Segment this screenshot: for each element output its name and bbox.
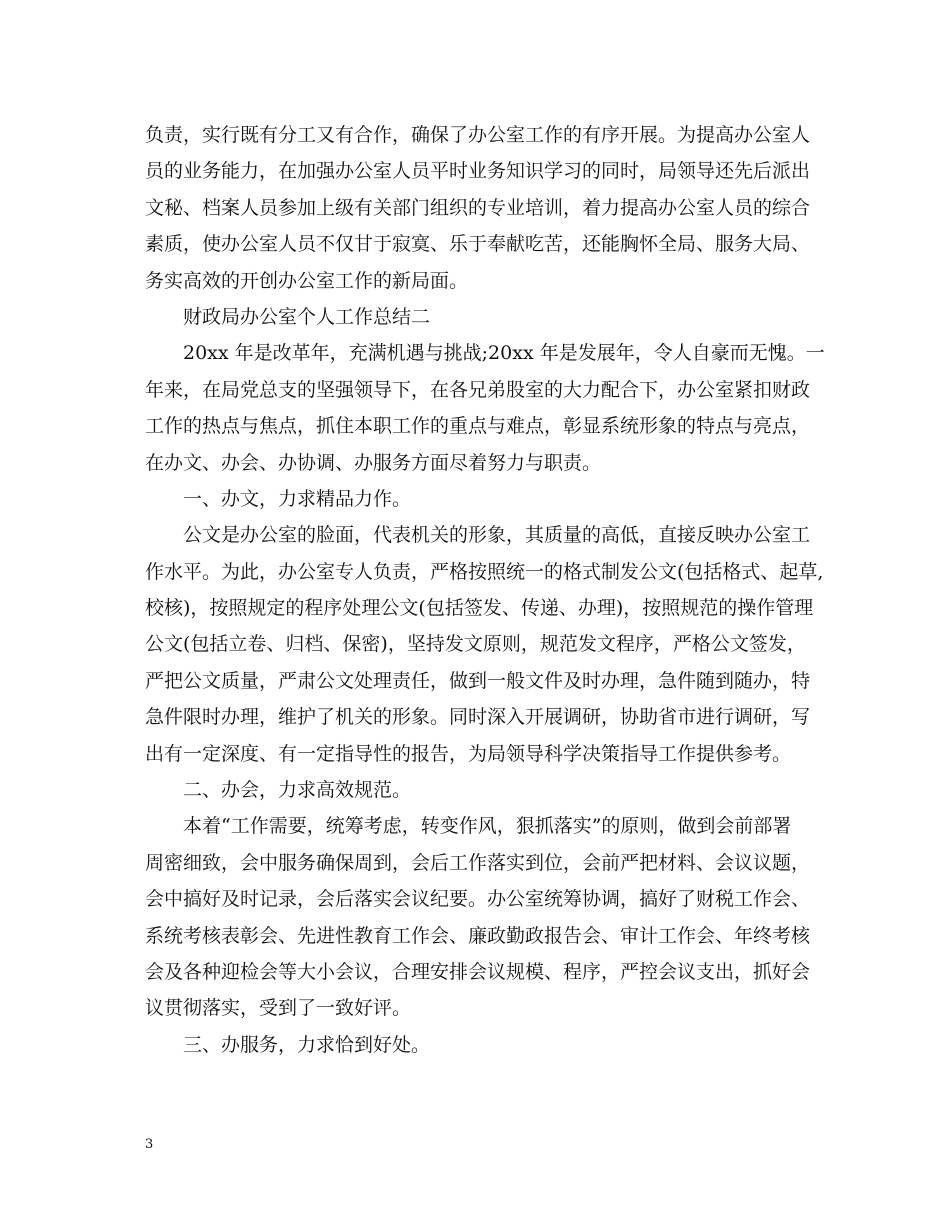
text-line: 素质，使办公室人员不仅甘于寂寞、乐于奉献吃苦，还能胸怀全局、服务大局、 bbox=[145, 233, 811, 256]
text-line: 在办文、办会、办协调、办服务方面尽着努力与职责。 bbox=[145, 451, 602, 474]
text-line: 系统考核表彰会、先进性教育工作会、廉政勤政报告会、审计工作会、年终考核 bbox=[145, 924, 811, 947]
text-line: 三、办服务，力求恰到好处。 bbox=[183, 1033, 431, 1056]
text-line: 公文(包括立卷、归档、保密)，坚持发文原则，规范发文程序，严格公文签发， bbox=[145, 633, 806, 656]
text-line: 本着“工作需要，统筹考虑，转变作风，狠抓落实”的原则，做到会前部署 bbox=[183, 815, 792, 838]
text-line: 财政局办公室个人工作总结二 bbox=[183, 305, 431, 328]
text-line: 议贯彻落实，受到了一致好评。 bbox=[145, 997, 412, 1020]
text-line: 作水平。为此，办公室专人负责，严格按照统一的格式制发公文(包括格式、起草, bbox=[145, 560, 824, 583]
text-line: 校核)，按照规定的程序处理公文(包括签发、传递、办理)，按照规范的操作管理 bbox=[145, 597, 814, 620]
text-line: 会中搞好及时记录，会后落实会议纪要。办公室统筹协调，搞好了财税工作会、 bbox=[145, 888, 811, 911]
text-line: 公文是办公室的脸面，代表机关的形象，其质量的高低，直接反映办公室工 bbox=[183, 524, 811, 547]
text-line: 20xx 年是改革年，充满机遇与挑战;20xx 年是发展年，令人自豪而无愧。一 bbox=[183, 342, 825, 365]
text-line: 负责，实行既有分工又有合作，确保了办公室工作的有序开展。为提高办公室人 bbox=[145, 124, 811, 146]
text-line: 员的业务能力，在加强办公室人员平时业务知识学习的同时，局领导还先后派出 bbox=[145, 160, 811, 183]
document-body bbox=[145, 117, 825, 1063]
text-line: 急件限时办理，维护了机关的形象。同时深入开展调研，协助省市进行调研，写 bbox=[145, 706, 811, 729]
text-line: 严把公文质量，严肃公文处理责任，做到一般文件及时办理，急件随到随办，特 bbox=[145, 669, 811, 692]
text-line: 会及各种迎检会等大小会议，合理安排会议规模、程序，严控会议支出，抓好会 bbox=[145, 960, 811, 983]
text-line: 年来，在局党总支的坚强领导下，在各兄弟股室的大力配合下，办公室紧扣财政 bbox=[145, 378, 811, 401]
text-line: 一、办文，力求精品力作。 bbox=[183, 487, 412, 510]
text-line: 出有一定深度、有一定指导性的报告，为局领导科学决策指导工作提供参考。 bbox=[145, 742, 792, 765]
page-number: 3 bbox=[145, 1137, 154, 1152]
text-line: 二、办会，力求高效规范。 bbox=[183, 779, 412, 802]
text-line: 周密细致，会中服务确保周到，会后工作落实到位，会前严把材料、会议议题， bbox=[145, 851, 811, 874]
text-line: 务实高效的开创办公室工作的新局面。 bbox=[145, 269, 469, 292]
text-line: 文秘、档案人员参加上级有关部门组织的专业培训，着力提高办公室人员的综合 bbox=[145, 196, 811, 219]
text-line: 工作的热点与焦点，抓住本职工作的重点与难点，彰显系统形象的特点与亮点， bbox=[145, 415, 811, 438]
